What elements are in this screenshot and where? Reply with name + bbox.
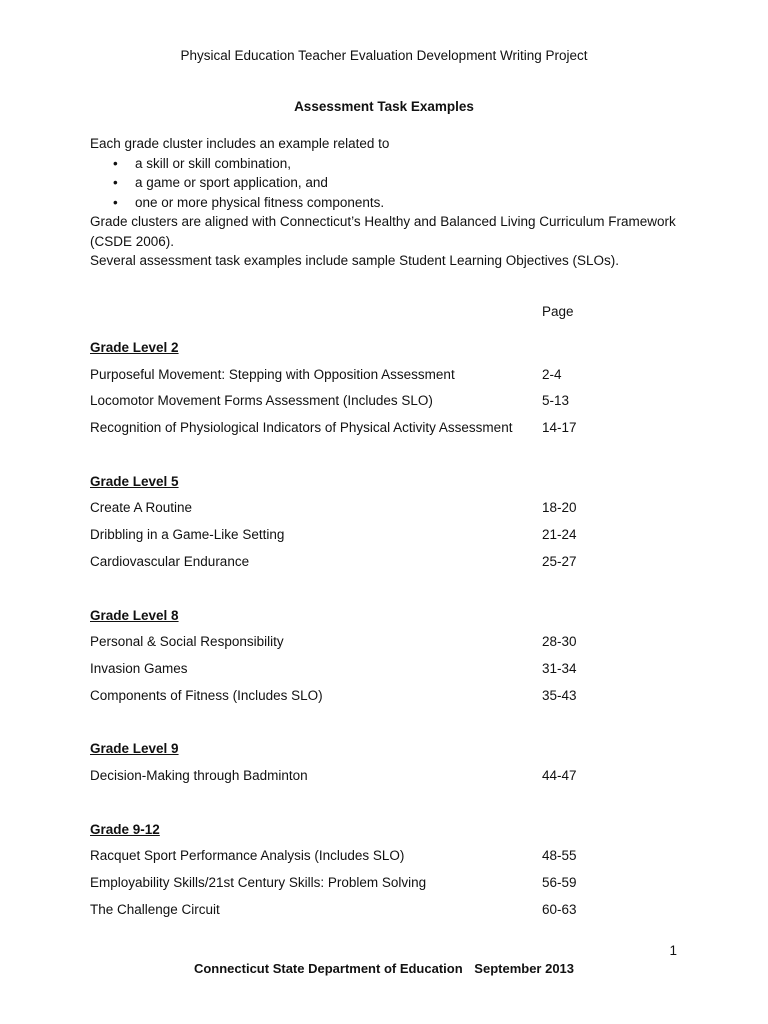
intro-bullet-list	[90, 154, 690, 213]
toc-item-label: Decision-Making through Badminton	[90, 767, 308, 783]
toc-item-pages: 31-34	[542, 660, 577, 676]
toc-item-pages: 2-4	[542, 366, 562, 382]
intro-paragraph-slos: Several assessment task examples include sample Student Learning Objectives (SLOs).	[90, 253, 620, 268]
intro-block	[90, 134, 690, 271]
toc-item-label: Racquet Sport Performance Analysis (Includes SLO)	[90, 848, 405, 864]
section-title: Grade Level 2	[90, 340, 179, 355]
toc-row	[90, 525, 710, 552]
toc-item-label: Purposeful Movement: Stepping with Opposition Assessment	[90, 366, 455, 382]
intro-lead: Each grade cluster includes an example related to	[90, 136, 390, 151]
toc-section	[90, 606, 710, 713]
toc-section	[90, 338, 710, 445]
intro-paragraph-alignment: Grade clusters are aligned with Connecticut’s Healthy and Balanced Living Curriculum Framework (CSDE 2006).	[90, 214, 676, 249]
section-title: Grade 9-12	[90, 821, 160, 837]
intro-bullet-item	[90, 173, 690, 193]
footer	[0, 961, 768, 976]
toc-row	[90, 846, 710, 873]
toc-section	[90, 820, 710, 927]
toc-row	[90, 498, 710, 525]
section-title: Grade Level 9	[90, 741, 179, 757]
page-column-header: Page	[542, 304, 574, 319]
bullet-icon: •	[113, 155, 118, 171]
toc-row	[90, 418, 710, 445]
toc-item-label: Recognition of Physiological Indicators of Physical Activity Assessment	[90, 420, 513, 436]
toc-item-pages: 44-47	[542, 767, 577, 783]
toc-item-label: Cardiovascular Endurance	[90, 553, 250, 569]
intro-bullet-item	[90, 154, 690, 174]
section-title: Grade Level 8	[90, 607, 179, 623]
toc-item-pages: 28-30	[542, 634, 577, 650]
toc-item-pages: 21-24	[542, 527, 577, 543]
toc-row	[90, 552, 710, 579]
toc-row	[90, 766, 710, 793]
toc-row	[90, 686, 710, 713]
toc-row	[90, 632, 710, 659]
toc-row	[90, 900, 710, 927]
toc-item-label: Invasion Games	[90, 660, 188, 676]
toc-row	[90, 659, 710, 686]
intro-bullet-text: one or more physical fitness components.	[135, 194, 385, 210]
toc-row	[90, 873, 710, 900]
document-header-title: Physical Education Teacher Evaluation Development Writing Project	[180, 48, 588, 63]
bullet-icon: •	[113, 194, 118, 210]
toc-item-pages: 5-13	[542, 393, 570, 409]
toc-row	[90, 365, 710, 392]
toc-item-pages: 14-17	[542, 420, 577, 436]
intro-bullet-text: a skill or skill combination,	[135, 155, 292, 171]
toc-item-label: Locomotor Movement Forms Assessment (Includes SLO)	[90, 393, 433, 409]
toc-item-label: Create A Routine	[90, 500, 193, 516]
toc-section	[90, 739, 710, 792]
toc-item-pages: 25-27	[542, 553, 577, 569]
toc-item-pages: 60-63	[542, 901, 577, 917]
bullet-icon: •	[113, 175, 118, 190]
intro-bullet-text: a game or sport application, and	[135, 175, 328, 190]
toc-item-pages: 18-20	[542, 500, 577, 516]
toc-item-pages: 48-55	[542, 848, 577, 864]
section-title: Grade Level 5	[90, 473, 179, 489]
toc-item-label: Employability Skills/21st Century Skills: Problem Solving	[90, 875, 427, 890]
toc-item-label: Personal & Social Responsibility	[90, 634, 284, 650]
toc-item-label: Components of Fitness (Includes SLO)	[90, 687, 323, 703]
page-number: 1	[669, 943, 677, 958]
footer-organization: Connecticut State Department of Education	[193, 961, 463, 976]
toc-item-pages: 35-43	[542, 687, 577, 703]
toc-row	[90, 391, 710, 418]
toc-item-label: The Challenge Circuit	[90, 901, 220, 917]
intro-bullet-item	[90, 193, 690, 213]
footer-date: September 2013	[474, 961, 575, 976]
toc-item-pages: 56-59	[542, 875, 577, 890]
document-subtitle: Assessment Task Examples	[294, 99, 474, 114]
toc-section	[90, 472, 710, 579]
table-of-contents	[90, 338, 710, 953]
toc-item-label: Dribbling in a Game-Like Setting	[90, 527, 285, 543]
